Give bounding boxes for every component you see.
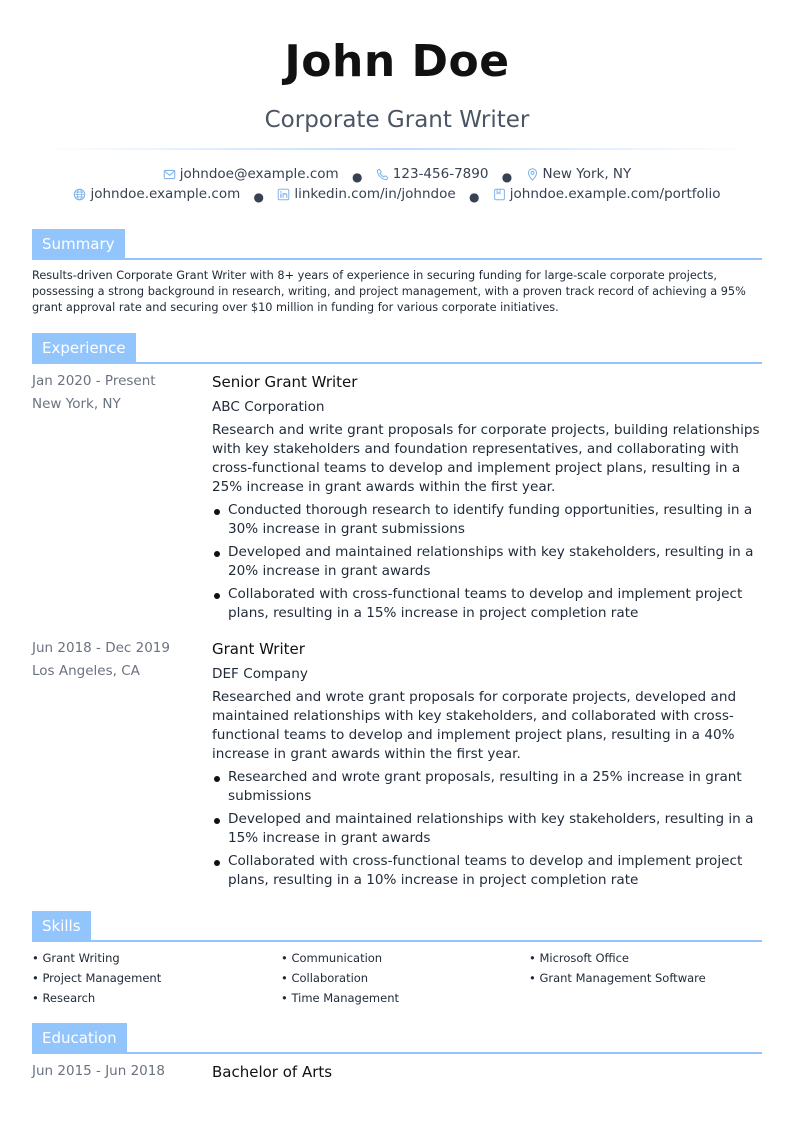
experience-description: Researched and wrote grant proposals for corporate projects, developed and maintained relationships with key stakeholders, and collaborated with cross-functional teams to develop and implement project plans, resulting in a 40% increase in grant awards within the first year. xyxy=(212,689,737,762)
experience-company: DEF Company xyxy=(212,666,308,682)
education-section-header xyxy=(32,1023,762,1055)
skills-column xyxy=(32,950,272,1010)
candidate-name: John Doe xyxy=(284,36,510,87)
header-divider xyxy=(40,148,754,150)
experience-dates: Jan 2020 - Present xyxy=(32,373,156,389)
skill-item: • Project Management xyxy=(32,970,272,990)
bullet-item: Collaborated with cross-functional teams to develop and implement project plans, resulting in a 15% increase in project completion rate xyxy=(212,585,764,623)
contact-website[interactable] xyxy=(73,186,240,202)
skill-item: • Communication xyxy=(281,950,521,970)
experience-bullets xyxy=(212,501,764,623)
experience-section-header xyxy=(32,333,762,365)
contact-location-text: New York, NY xyxy=(542,166,632,182)
contact-email-text: johndoe@example.com xyxy=(179,166,339,182)
separator-dot: ● xyxy=(253,189,265,204)
experience-company: ABC Corporation xyxy=(212,399,325,415)
bullet-item: Developed and maintained relationships with key stakeholders, resulting in a 15% increase in grant awards xyxy=(212,810,764,848)
experience-location: New York, NY xyxy=(32,396,121,412)
experience-role: Grant Writer xyxy=(212,640,305,658)
summary-section-header xyxy=(32,229,762,261)
section-divider xyxy=(32,258,762,260)
skill-item: • Time Management xyxy=(281,990,521,1010)
skill-item: • Research xyxy=(32,990,272,1010)
skills-section-header xyxy=(32,911,762,943)
section-divider xyxy=(32,1052,762,1054)
experience-bullets xyxy=(212,768,764,890)
bullet-item: Collaborated with cross-functional teams to develop and implement project plans, resulting in a 10% increase in project completion rate xyxy=(212,852,764,890)
skill-item: • Grant Writing xyxy=(32,950,272,970)
section-divider xyxy=(32,940,762,942)
contact-phone[interactable] xyxy=(376,166,489,182)
experience-role: Senior Grant Writer xyxy=(212,373,358,391)
summary-text: Results-driven Corporate Grant Writer with 8+ years of experience in securing funding for large-scale corporate projects, possessing a strong background in research, writing, and project management, with a proven track record of achieving a 95% grant approval rate and securing over $10 million in funding for various corporate initiatives. xyxy=(32,269,746,314)
contact-portfolio[interactable] xyxy=(493,186,721,202)
bullet-item: Conducted thorough research to identify funding opportunities, resulting in a 30% increase in grant submissions xyxy=(212,501,764,539)
contact-portfolio-text: johndoe.example.com/portfolio xyxy=(509,186,721,202)
linkedin-icon xyxy=(277,188,290,201)
contact-linkedin[interactable] xyxy=(277,186,455,202)
globe-icon xyxy=(73,188,86,201)
contact-email[interactable] xyxy=(163,166,339,182)
contact-linkedin-text: linkedin.com/in/johndoe xyxy=(294,186,456,202)
contact-website-text: johndoe.example.com xyxy=(90,186,241,202)
experience-dates: Jun 2018 - Dec 2019 xyxy=(32,640,170,656)
education-degree: Bachelor of Arts xyxy=(212,1063,333,1081)
map-pin-icon xyxy=(526,168,539,181)
contact-line-2 xyxy=(0,186,794,205)
contact-location xyxy=(526,166,632,182)
phone-icon xyxy=(376,168,389,181)
education-dates: Jun 2015 - Jun 2018 xyxy=(32,1063,165,1079)
skills-column xyxy=(281,950,521,1010)
skills-heading: Skills xyxy=(32,911,91,941)
skills-column xyxy=(529,950,769,990)
portfolio-icon xyxy=(493,188,506,201)
experience-description: Research and write grant proposals for corporate projects, building relationships with key stakeholders and foundation representatives, and collaborating with cross-functional teams to develop and implement project plans, resulting in a 25% increase in grant awards within the first year. xyxy=(212,422,760,495)
separator-dot: ● xyxy=(501,169,513,184)
section-divider xyxy=(32,362,762,364)
skill-item: • Grant Management Software xyxy=(529,970,769,990)
skill-item: • Collaboration xyxy=(281,970,521,990)
candidate-title: Corporate Grant Writer xyxy=(264,107,530,133)
separator-dot: ● xyxy=(468,189,480,204)
bullet-item: Developed and maintained relationships with key stakeholders, resulting in a 20% increase in grant awards xyxy=(212,543,764,581)
experience-location: Los Angeles, CA xyxy=(32,663,140,679)
education-heading: Education xyxy=(32,1023,127,1053)
summary-heading: Summary xyxy=(32,229,125,259)
bullet-item: Researched and wrote grant proposals, resulting in a 25% increase in grant submissions xyxy=(212,768,764,806)
contact-line-1 xyxy=(0,166,794,185)
email-icon xyxy=(163,168,176,181)
skill-item: • Microsoft Office xyxy=(529,950,769,970)
separator-dot: ● xyxy=(352,169,363,184)
contact-phone-text: 123-456-7890 xyxy=(392,166,489,182)
experience-heading: Experience xyxy=(32,333,136,363)
